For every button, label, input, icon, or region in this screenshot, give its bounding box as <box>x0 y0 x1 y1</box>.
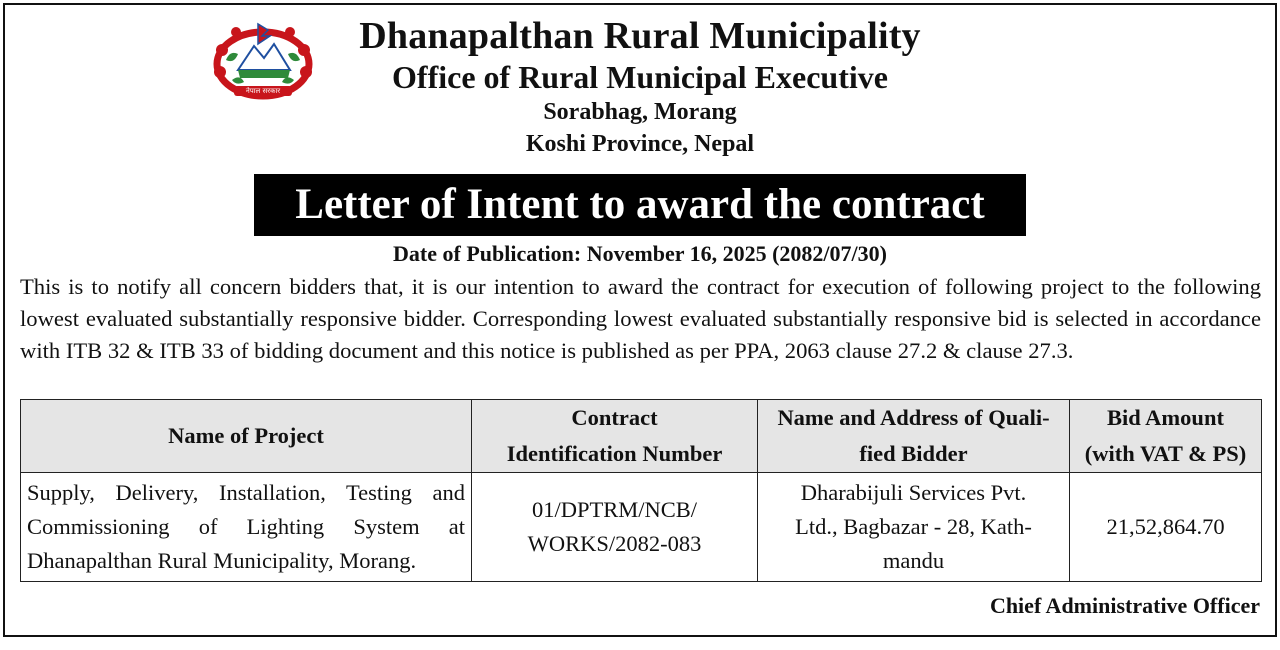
office-province: Koshi Province, Nepal <box>525 131 755 157</box>
header-contract-id: Contract Identification Number <box>472 400 758 473</box>
office-name: Office of Rural Municipal Executive <box>392 59 888 95</box>
table-row <box>21 473 1262 582</box>
cell-project-name: Supply, Delivery, Installation, Testing and Commissioning of Lighting System at Dhanapalthan Rural Municipality, Morang. <box>21 473 472 582</box>
award-table <box>20 399 1262 582</box>
publication-date: Date of Publication: November 16, 2025 (2082/07/30) <box>393 241 887 266</box>
cell-bidder: Dharabijuli Services Pvt. Ltd., Bagbazar - 28, Kath- mandu <box>758 473 1070 582</box>
emblem-caption: नेपाल सरकार <box>245 87 281 95</box>
notice-body: This is to notify all concern bidders that, it is our intention to award the contract for execution of following project to the following lowest evaluated substantially responsive bidder. Corresponding lowest evaluated substantially responsive bid is selected in accordance with ITB 32 & ITB 33 of bidding document and this notice is published as per PPA, 2063 clause 27.2 & clause 27.3. <box>20 274 1261 363</box>
signoff-title: Chief Administrative Officer <box>989 593 1260 618</box>
notice-title-banner: Letter of Intent to award the contract <box>254 174 1026 236</box>
office-location: Sorabhag, Morang <box>543 99 737 125</box>
table-header-row <box>21 400 1262 473</box>
cell-contract-id: 01/DPTRM/NCB/ WORKS/2082-083 <box>472 473 758 582</box>
header-project: Name of Project <box>21 400 472 473</box>
cell-bid-amount: 21,52,864.70 <box>1070 473 1262 582</box>
municipality-name: Dhanapalthan Rural Municipality <box>359 15 921 57</box>
header-bid-amount: Bid Amount (with VAT & PS) <box>1070 400 1262 473</box>
header-bidder: Name and Address of Quali- fied Bidder <box>758 400 1070 473</box>
